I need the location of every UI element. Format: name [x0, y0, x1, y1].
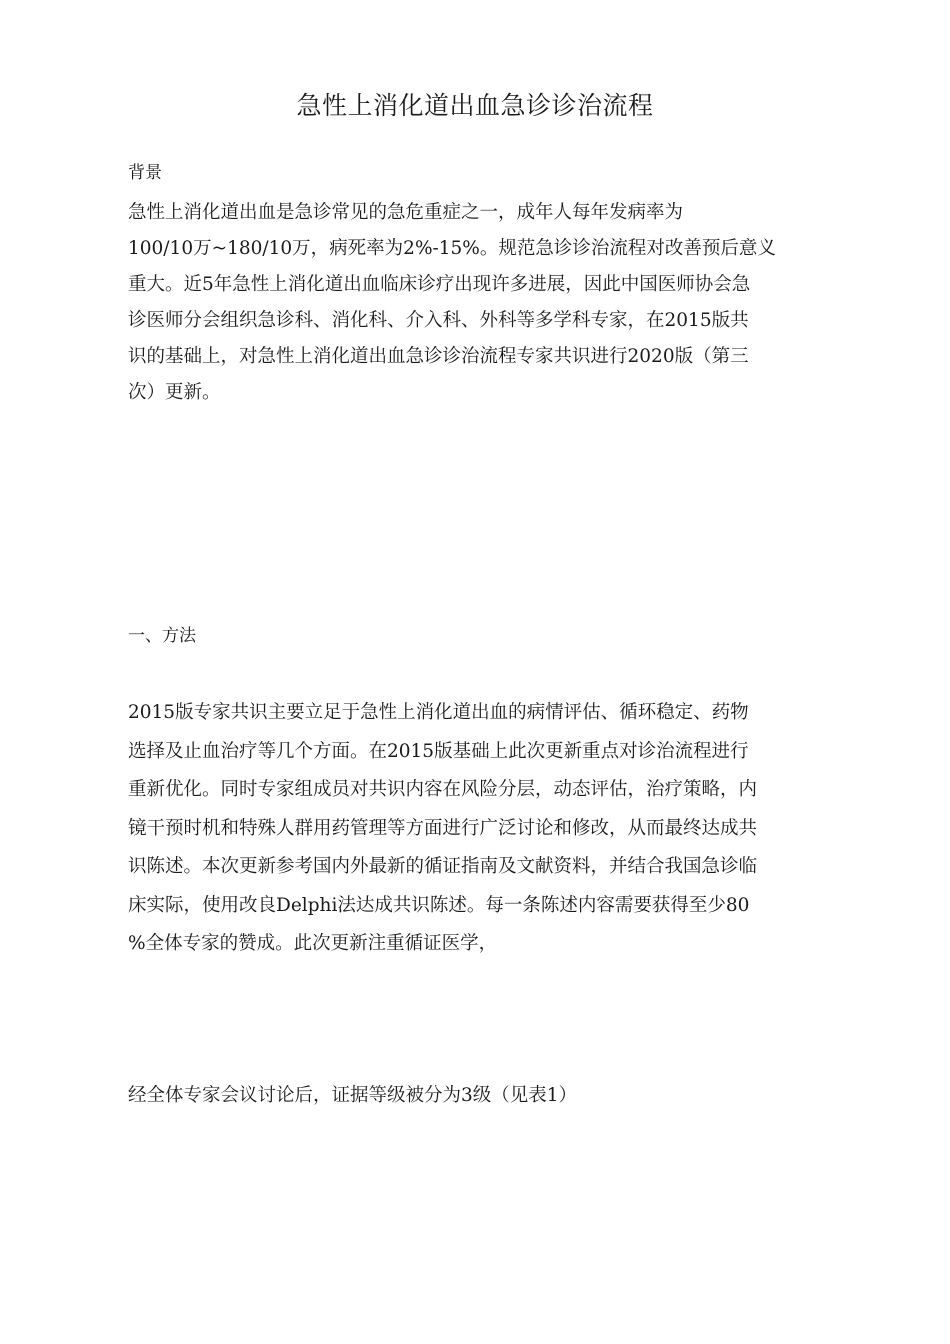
section-heading-background: 背景	[128, 163, 162, 183]
paragraph-line: 重大。近5年急性上消化道出血临床诊疗出现许多进展，因此中国医师协会急	[128, 274, 751, 295]
document-title: 急性上消化道出血急诊诊治流程	[296, 91, 654, 120]
paragraph-line: 识的基础上，对急性上消化道出血急诊诊治流程专家共识进行2020版（第三	[128, 346, 749, 367]
paragraph-line: 诊医师分会组织急诊科、消化科、介入科、外科等多学科专家，在2015版共	[128, 310, 749, 331]
method-closing-sentence: 经全体专家会议讨论后，证据等级被分为3级（见表1）	[128, 1085, 578, 1106]
paragraph-line: 急性上消化道出血是急诊常见的急危重症之一，成年人每年发病率为	[128, 202, 684, 223]
background-paragraph	[128, 195, 858, 411]
paragraph-line: %全体专家的赞成。此次更新注重循证医学，	[128, 933, 498, 954]
paragraph-line: 次）更新。	[128, 382, 221, 403]
paragraph-line: 100/10万~180/10万，病死率为2%-15%。规范急诊诊治流程对改善预后意义	[128, 238, 776, 259]
paragraph-line: 重新优化。同时专家组成员对共识内容在风险分层，动态评估，治疗策略，内	[128, 779, 758, 800]
section-heading-method: 一、方法	[128, 626, 196, 646]
method-paragraph	[128, 694, 858, 964]
paragraph-line: 2015版专家共识主要立足于急性上消化道出血的病情评估、循环稳定、药物	[128, 702, 749, 723]
paragraph-line: 选择及止血治疗等几个方面。在2015版基础上此次更新重点对诊治流程进行	[128, 740, 749, 762]
paragraph-line: 床实际，使用改良Delphi法达成共识陈述。每一条陈述内容需要获得至少80	[128, 894, 750, 916]
paragraph-line: 识陈述。本次更新参考国内外最新的循证指南及文献资料，并结合我国急诊临	[128, 856, 758, 877]
paragraph-line: 镜干预时机和特殊人群用药管理等方面进行广泛讨论和修改，从而最终达成共	[128, 817, 758, 839]
